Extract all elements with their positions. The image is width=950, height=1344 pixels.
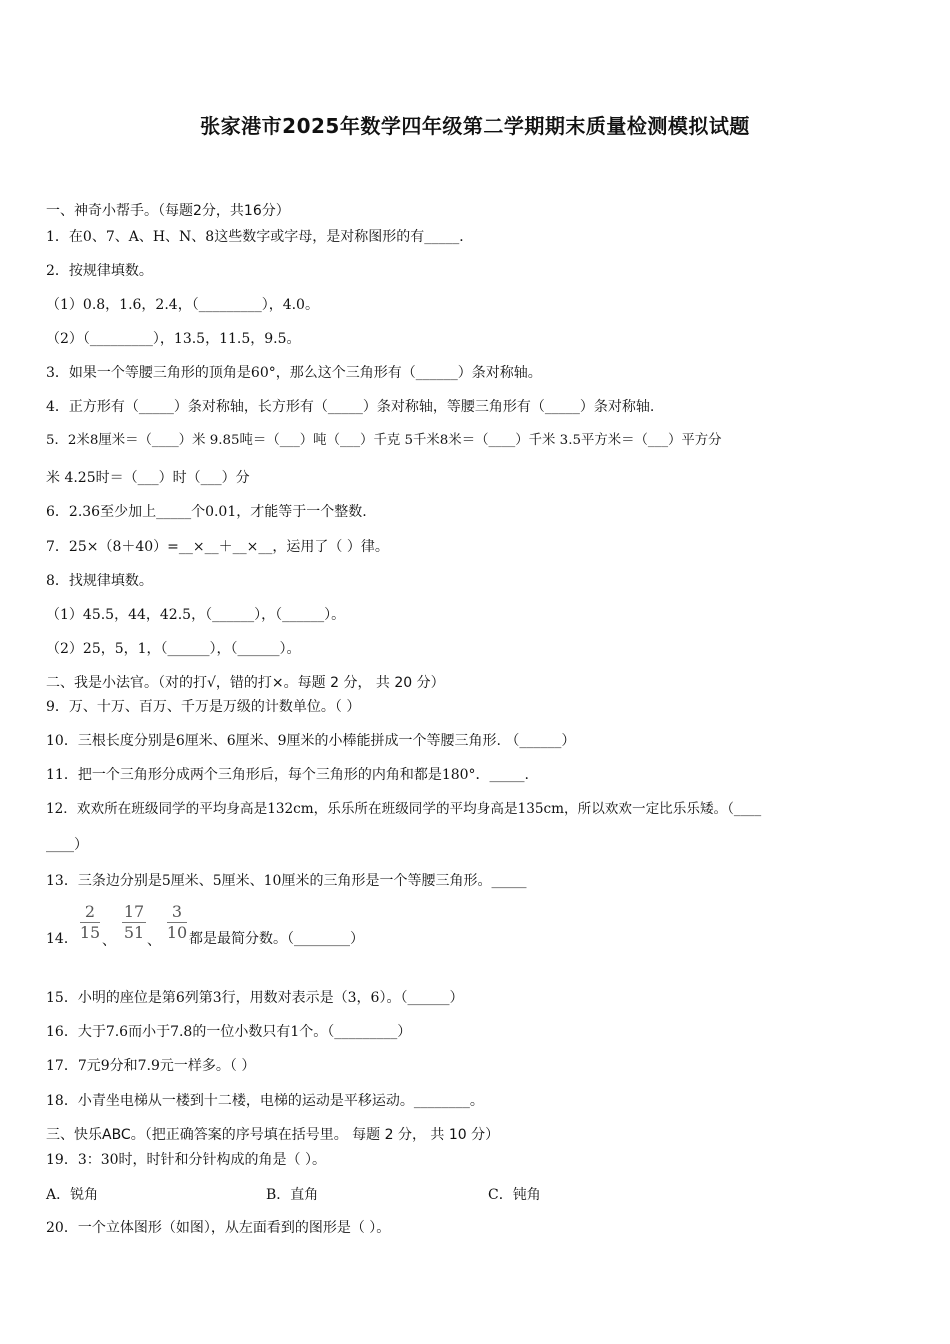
section-1-heading: 一、神奇小帮手。（每题2分，共16分） [46,203,290,219]
question-1: 1．在0、7、A、H、N、8这些数字或字母，是对称图形的有_____． [46,229,474,245]
question-5-line-2: 米 4.25时＝（___）时（___）分 [46,470,250,486]
fraction-1-denominator: 15 [79,923,101,942]
fraction-1 [79,902,101,943]
fraction-separator: 、 [147,933,161,949]
question-2: 2．按规律填数。 [46,263,153,279]
question-8: 8．找规律填数。 [46,573,153,589]
question-14-text: 都是最简分数。（________） [189,931,364,947]
question-14-label: 14． [46,931,78,947]
fraction-2 [121,902,147,943]
question-11: 11．把一个三角形分成两个三角形后，每个三角形的内角和都是180°．_____. [46,767,529,783]
question-13: 13．三条边分别是5厘米、5厘米、10厘米的三角形是一个等腰三角形。_____ [46,873,527,889]
page-title: 张家港市2025年数学四年级第二学期期末质量检测模拟试题 [200,114,750,138]
question-17: 17．7元9分和7.9元一样多。（ ） [46,1058,256,1074]
question-19-option-c: C．钝角 [488,1187,541,1203]
fraction-1-numerator: 2 [84,902,96,921]
question-19-option-a: A．锐角 [46,1187,99,1203]
fraction-3-numerator: 3 [171,902,183,921]
question-2-part-2: （2）（_________），13.5，11.5，9.5。 [46,331,301,347]
question-20: 20．一个立体图形（如图），从左面看到的图形是（ ）。 [46,1220,391,1236]
question-4: 4．正方形有（_____）条对称轴，长方形有（_____）条对称轴，等腰三角形有（_____）条对称轴. [46,399,655,415]
fraction-2-numerator: 17 [123,902,145,921]
fraction-2-denominator: 51 [123,923,145,942]
question-15: 15．小明的座位是第6列第3行，用数对表示是（3，6）。（______） [46,990,464,1006]
question-10: 10．三根长度分别是6厘米、6厘米、9厘米的小棒能拼成一个等腰三角形. （______） [46,733,576,749]
question-12-line-2: ____） [46,837,88,853]
section-2-heading: 二、我是小法官。（对的打√，错的打×。每题 2 分， 共 20 分） [46,675,445,691]
fraction-3-denominator: 10 [166,923,188,942]
fraction-separator: 、 [102,933,116,949]
question-19: 19．3：30时，时针和分针构成的角是（ ）。 [46,1152,326,1168]
section-3-heading: 三、快乐ABC。（把正确答案的序号填在括号里。 每题 2 分， 共 10 分） [46,1127,500,1143]
question-19-option-b: B．直角 [266,1187,319,1203]
fraction-3 [166,902,188,943]
question-18: 18．小青坐电梯从一楼到十二楼，电梯的运动是平移运动。________。 [46,1093,484,1109]
question-2-part-1: （1）0.8，1.6，2.4，（_________），4.0。 [46,297,319,313]
question-3: 3．如果一个等腰三角形的顶角是60°，那么这个三角形有（______）条对称轴。 [46,365,542,381]
question-9: 9．万、十万、百万、千万是万级的计数单位。（ ） [46,699,361,715]
question-6: 6．2.36至少加上_____个0.01，才能等于一个整数. [46,504,367,520]
question-12-line-1: 12．欢欢所在班级同学的平均身高是132cm，乐乐所在班级同学的平均身高是135cm，所以欢欢一定比乐乐矮。（____ [46,801,762,817]
question-8-part-1: （1）45.5，44，42.5，（______），（______）。 [46,607,346,623]
question-16: 16．大于7.6而小于7.8的一位小数只有1个。（_________） [46,1024,412,1040]
question-5-line-1: 5．2米8厘米＝（____）米 9.85吨＝（___）吨（___）千克 5千米8米＝（____）千米 3.5平方米＝（___）平方分 [46,433,722,448]
question-8-part-2: （2）25，5，1，（______），（______）。 [46,641,301,657]
question-7: 7．25×（8＋40）=__×__＋__×__，运用了（ ）律。 [46,539,389,555]
